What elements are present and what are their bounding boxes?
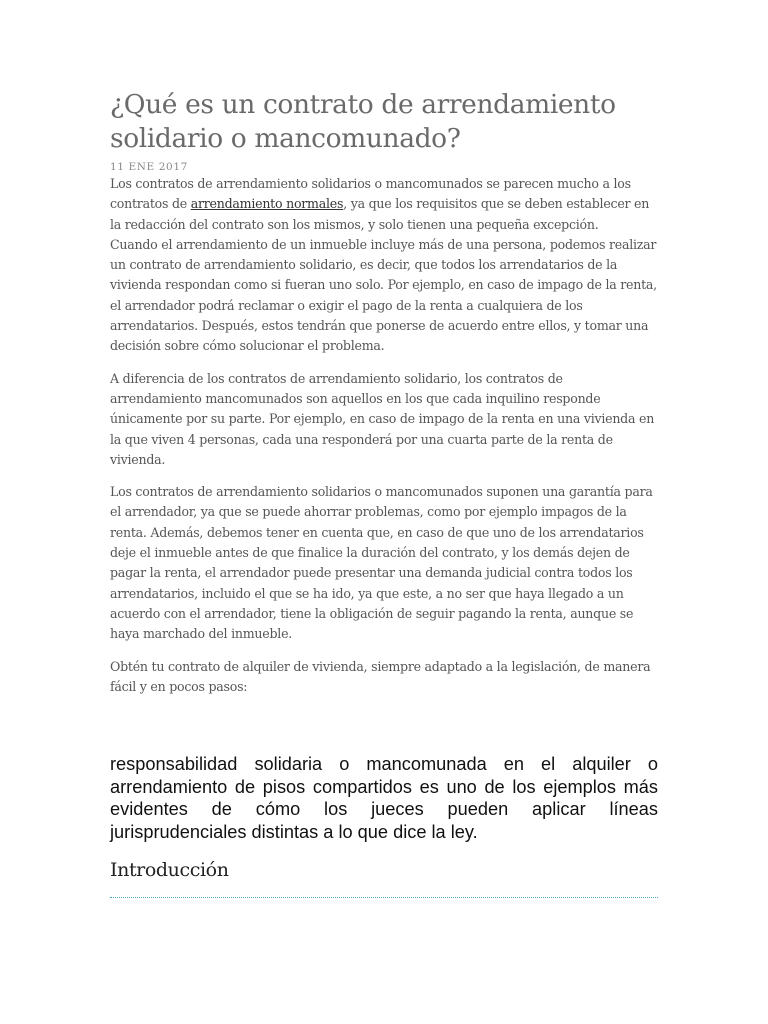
arrendamiento-normales-link[interactable]: arrendamiento normales	[190, 196, 344, 212]
paragraph-3: Los contratos de arrendamiento solidarios o mancomunados suponen una garantía para el arrendador, ya que se puede ahorrar problemas, como por ejemplo impagos de la renta. Además, debemos tener en cuenta que, en caso de que uno de los arrendatarios deje el inmueble antes de que finalice la duración del contrato, y los demás dejen de pagar la renta, el arrendador puede presentar una demanda judicial contra todos los arrendatarios, incluido el que se ha ido, ya que este, a no ser que haya llegado a un acuerdo con el arrendador, tiene la obligación de seguir pagando la renta, aunque se haya marchado del inmueble.	[110, 484, 653, 642]
paragraph-2: A diferencia de los contratos de arrendamiento solidario, los contratos de arrendamiento mancomunados son aquellos en los que cada inquilino responde únicamente por su parte. Por ejemplo, en caso de impago de la renta en una vivienda en la que viven 4 personas, cada una responderá por una cuarta parte de la renta de vivienda.	[110, 370, 655, 467]
paragraph-1-text-b: , ya que los requisitos que se deben establecer en la redacción del contrato son los mismos, y solo tienen una pequeña excepción.	[110, 196, 650, 232]
paragraph-1	[110, 174, 658, 357]
paragraph-1-text-a: Los contratos de arrendamiento solidarios o mancomunados se parecen mucho a los contratos de	[110, 176, 631, 212]
article	[110, 88, 658, 697]
article-date: 11 ENE 2017	[110, 161, 188, 173]
responsabilidad-paragraph: responsabilidad solidaria o mancomunada en el alquiler o arrendamiento de pisos compartidos es uno de los ejemplos más evidentes de cómo los jueces pueden aplicar líneas jurisprudenciales distintas a lo que dice la ley.	[110, 754, 658, 842]
section-divider	[110, 897, 658, 898]
paragraph-1-continuation: Cuando el arrendamiento de un inmueble incluye más de una persona, podemos realizar un contrato de arrendamiento solidario, es decir, que todos los arrendatarios de la vivienda respondan como si fueran uno solo. Por ejemplo, en caso de impago de la renta, el arrendador podrá reclamar o exigir el pago de la renta a cualquiera de los arrendatarios. Después, estos tendrán que ponerse de acuerdo entre ellos, y tomar una decisión sobre cómo solucionar el problema.	[110, 236, 657, 354]
article-title: ¿Qué es un contrato de arrendamiento solidario o mancomunado?	[110, 89, 616, 154]
introduccion-heading: Introducción	[110, 859, 229, 881]
paragraph-4: Obtén tu contrato de alquiler de vivienda, siempre adaptado a la legislación, de manera fácil y en pocos pasos:	[110, 658, 651, 694]
